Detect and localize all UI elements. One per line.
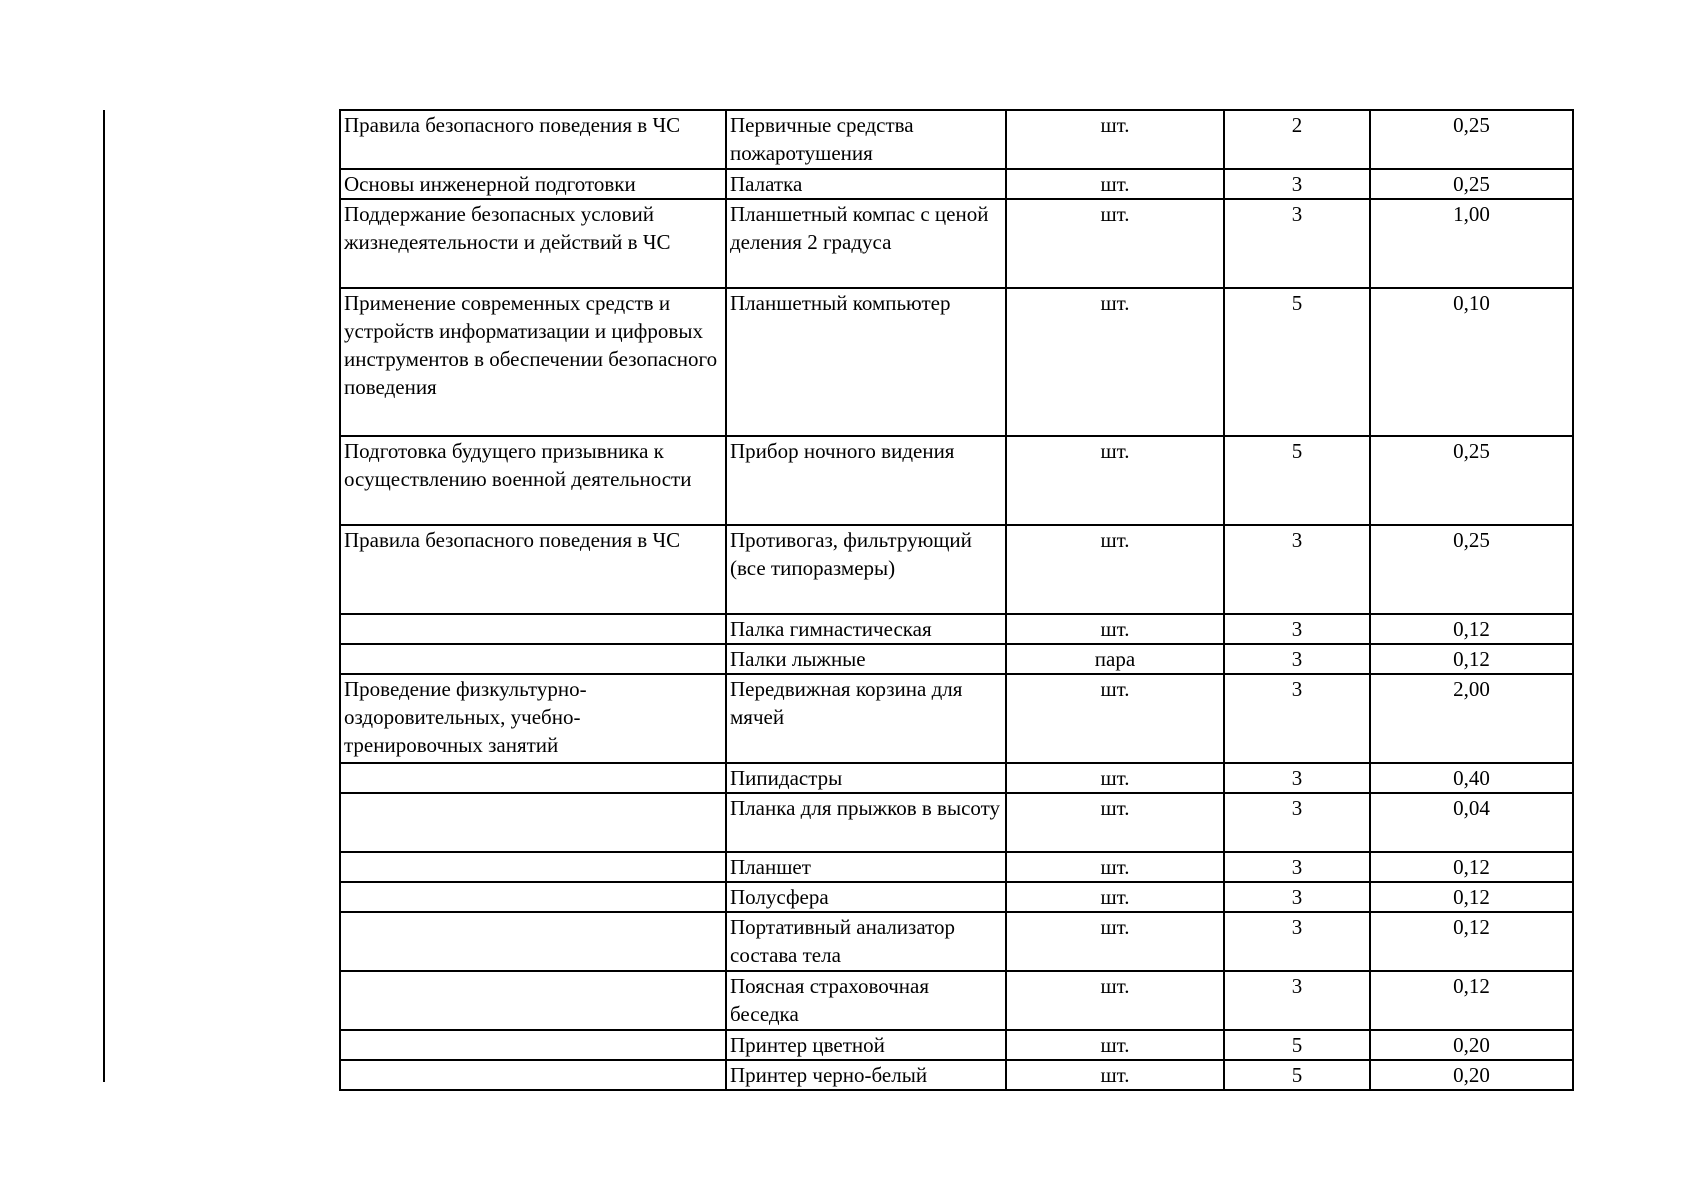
topic-cell: Применение современных средств и устройств информатизации и цифровых инструментов в обеспечении безопасного поведения xyxy=(340,288,726,436)
value-cell: 0,20 xyxy=(1370,1060,1573,1090)
item-cell: Портативный анализатор состава тела xyxy=(726,912,1006,971)
qty-cell: 5 xyxy=(1224,1060,1370,1090)
table-row xyxy=(340,199,1573,288)
equipment-table xyxy=(339,109,1574,1091)
qty-cell: 3 xyxy=(1224,169,1370,199)
topic-cell xyxy=(340,1030,726,1060)
value-cell: 0,04 xyxy=(1370,793,1573,852)
qty-cell: 2 xyxy=(1224,110,1370,169)
qty-cell: 3 xyxy=(1224,971,1370,1030)
topic-cell xyxy=(340,882,726,912)
value-cell: 0,25 xyxy=(1370,436,1573,525)
unit-cell: шт. xyxy=(1006,288,1224,436)
topic-cell xyxy=(340,644,726,674)
table-row xyxy=(340,971,1573,1030)
table-row xyxy=(340,525,1573,614)
qty-cell: 3 xyxy=(1224,852,1370,882)
item-cell: Прибор ночного видения xyxy=(726,436,1006,525)
qty-cell: 3 xyxy=(1224,614,1370,644)
qty-cell: 3 xyxy=(1224,793,1370,852)
value-cell: 0,12 xyxy=(1370,912,1573,971)
item-cell: Поясная страховочная беседка xyxy=(726,971,1006,1030)
topic-cell xyxy=(340,793,726,852)
value-cell: 0,12 xyxy=(1370,882,1573,912)
qty-cell: 5 xyxy=(1224,436,1370,525)
qty-cell: 3 xyxy=(1224,912,1370,971)
value-cell: 2,00 xyxy=(1370,674,1573,763)
topic-cell xyxy=(340,971,726,1030)
table-row xyxy=(340,763,1573,793)
item-cell: Палка гимнастическая xyxy=(726,614,1006,644)
unit-cell: шт. xyxy=(1006,199,1224,288)
unit-cell: шт. xyxy=(1006,793,1224,852)
table-row xyxy=(340,793,1573,852)
topic-cell: Правила безопасного поведения в ЧС xyxy=(340,525,726,614)
qty-cell: 3 xyxy=(1224,199,1370,288)
topic-cell: Подготовка будущего призывника к осуществлению военной деятельности xyxy=(340,436,726,525)
item-cell: Палки лыжные xyxy=(726,644,1006,674)
value-cell: 0,25 xyxy=(1370,525,1573,614)
value-cell: 1,00 xyxy=(1370,199,1573,288)
qty-cell: 5 xyxy=(1224,288,1370,436)
table-row xyxy=(340,110,1573,169)
value-cell: 0,12 xyxy=(1370,644,1573,674)
value-cell: 0,25 xyxy=(1370,110,1573,169)
qty-cell: 3 xyxy=(1224,882,1370,912)
item-cell: Противогаз, фильтрующий (все типоразмеры) xyxy=(726,525,1006,614)
table-row xyxy=(340,912,1573,971)
unit-cell: шт. xyxy=(1006,674,1224,763)
table-row xyxy=(340,1060,1573,1090)
item-cell: Передвижная корзина для мячей xyxy=(726,674,1006,763)
table-row xyxy=(340,169,1573,199)
table-row xyxy=(340,674,1573,763)
table-row xyxy=(340,852,1573,882)
value-cell: 0,40 xyxy=(1370,763,1573,793)
qty-cell: 5 xyxy=(1224,1030,1370,1060)
qty-cell: 3 xyxy=(1224,674,1370,763)
item-cell: Принтер черно-белый xyxy=(726,1060,1006,1090)
table-row xyxy=(340,436,1573,525)
table-row xyxy=(340,1030,1573,1060)
topic-cell: Поддержание безопасных условий жизнедеятельности и действий в ЧС xyxy=(340,199,726,288)
value-cell: 0,10 xyxy=(1370,288,1573,436)
table-row xyxy=(340,644,1573,674)
item-cell: Планка для прыжков в высоту xyxy=(726,793,1006,852)
item-cell: Первичные средства пожаротушения xyxy=(726,110,1006,169)
unit-cell: шт. xyxy=(1006,882,1224,912)
topic-cell xyxy=(340,1060,726,1090)
unit-cell: шт. xyxy=(1006,763,1224,793)
topic-cell: Основы инженерной подготовки xyxy=(340,169,726,199)
unit-cell: пара xyxy=(1006,644,1224,674)
item-cell: Пипидастры xyxy=(726,763,1006,793)
topic-cell xyxy=(340,852,726,882)
topic-cell xyxy=(340,674,726,763)
value-cell: 0,12 xyxy=(1370,614,1573,644)
value-cell: 0,25 xyxy=(1370,169,1573,199)
unit-cell: шт. xyxy=(1006,971,1224,1030)
unit-cell: шт. xyxy=(1006,110,1224,169)
topic-cell xyxy=(340,763,726,793)
value-cell: 0,12 xyxy=(1370,971,1573,1030)
value-cell: 0,12 xyxy=(1370,852,1573,882)
topic-cell xyxy=(340,912,726,971)
unit-cell: шт. xyxy=(1006,1030,1224,1060)
qty-cell: 3 xyxy=(1224,525,1370,614)
qty-cell: 3 xyxy=(1224,644,1370,674)
table-row xyxy=(340,882,1573,912)
left-margin-rule xyxy=(103,110,105,1082)
item-cell: Планшетный компас с ценой деления 2 градуса xyxy=(726,199,1006,288)
topic-cell: Правила безопасного поведения в ЧС xyxy=(340,110,726,169)
item-cell: Палатка xyxy=(726,169,1006,199)
value-cell: 0,20 xyxy=(1370,1030,1573,1060)
unit-cell: шт. xyxy=(1006,525,1224,614)
item-cell: Полусфера xyxy=(726,882,1006,912)
topic-text: Проведение физкультурно-оздоровительных, учебно-тренировочных занятий xyxy=(344,677,587,757)
table-row xyxy=(340,614,1573,644)
unit-cell: шт. xyxy=(1006,169,1224,199)
item-cell: Планшетный компьютер xyxy=(726,288,1006,436)
unit-cell: шт. xyxy=(1006,614,1224,644)
qty-cell: 3 xyxy=(1224,763,1370,793)
unit-cell: шт. xyxy=(1006,852,1224,882)
item-cell: Принтер цветной xyxy=(726,1030,1006,1060)
unit-cell: шт. xyxy=(1006,912,1224,971)
table-row xyxy=(340,288,1573,436)
item-cell: Планшет xyxy=(726,852,1006,882)
unit-cell: шт. xyxy=(1006,1060,1224,1090)
unit-cell: шт. xyxy=(1006,436,1224,525)
topic-cell xyxy=(340,614,726,644)
